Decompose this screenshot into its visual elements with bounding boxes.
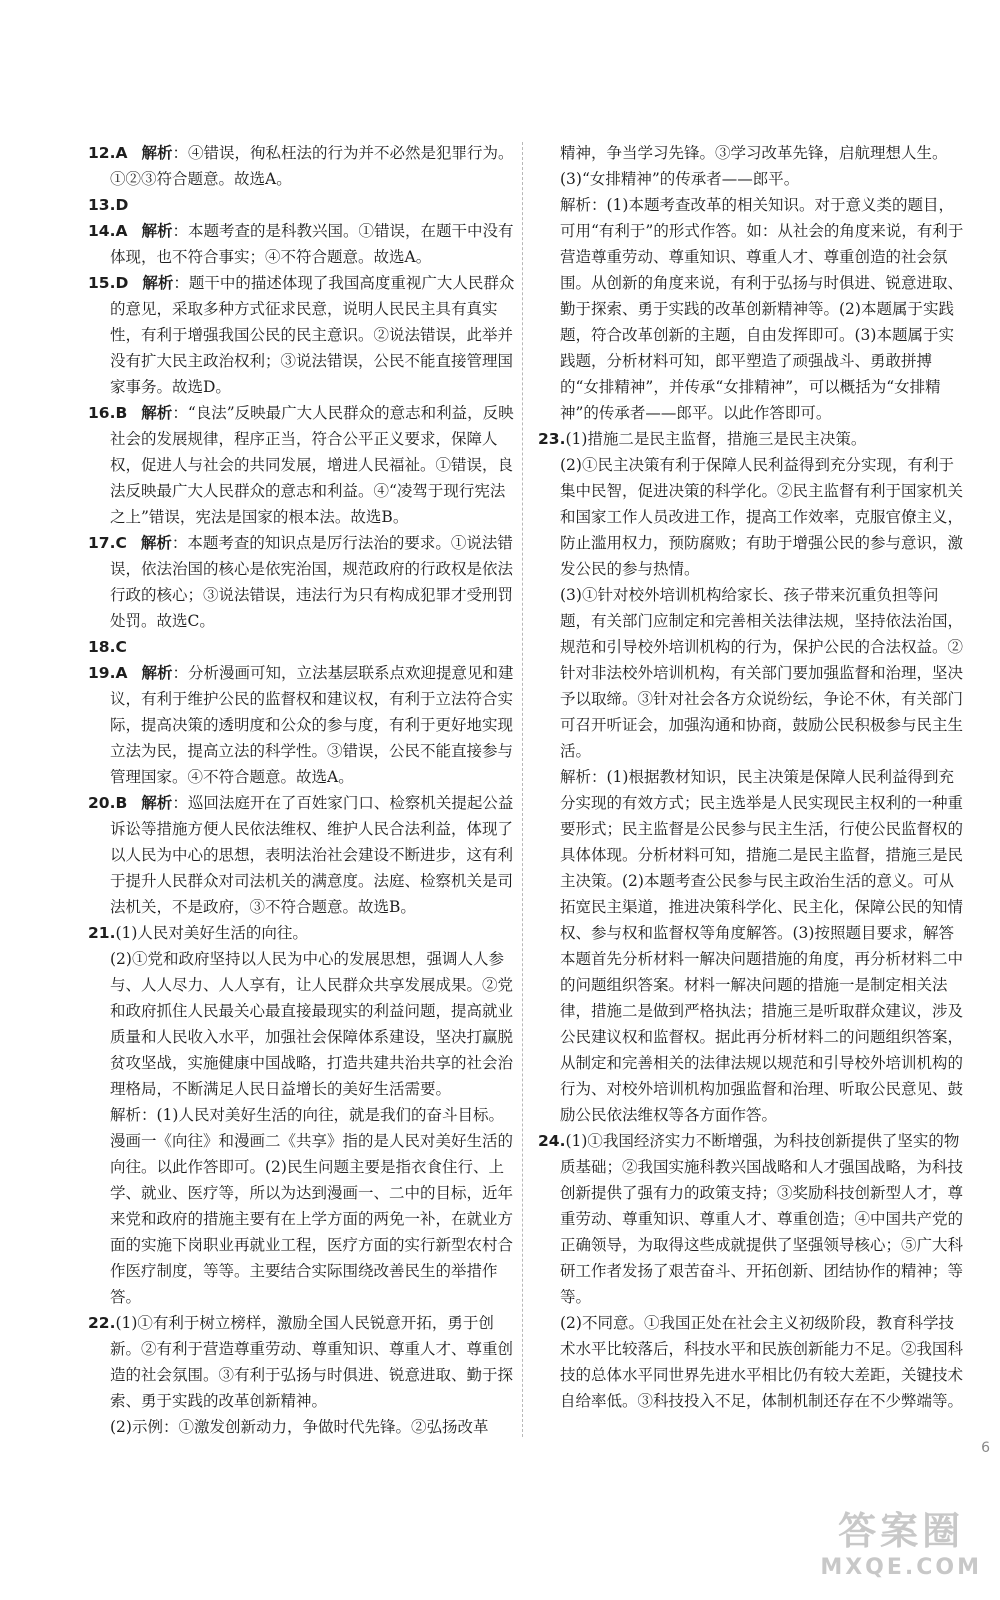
answer-text: ：题干中的描述体现了我国高度重视广大人民群众的意见，采取多种方式征求民意，说明人民民主具有真实性，有利于增强我国公民的民主意识。②说法错误，此举并没有扩大民主政治权利；③说法错误，公民不能直接管理国家事务。故选D。 <box>110 274 515 396</box>
answer-item <box>88 270 516 400</box>
question-number: 24. <box>538 1132 566 1150</box>
question-number: 20. <box>88 794 116 812</box>
question-number: 23. <box>538 430 566 448</box>
answer-item <box>88 530 516 634</box>
question-number: 14. <box>88 222 116 240</box>
answer-text: (3)“女排精神”的传承者——郎平。 <box>560 170 800 188</box>
question-number: 22. <box>88 1314 116 1332</box>
answer-choice: D <box>115 274 129 292</box>
question-number: 13. <box>88 196 116 214</box>
answer-item <box>88 400 516 530</box>
answer-text: ：④错误，徇私枉法的行为并不必然是犯罪行为。①②③符合题意。故选A。 <box>110 144 514 188</box>
answer-text: ：本题考查的是科教兴国。①错误，在题干中没有体现，也不符合事实；④不符合题意。故选A。 <box>110 222 514 266</box>
answer-text: (2)示例：①激发创新动力，争做时代先锋。②弘扬改革 <box>110 1418 489 1436</box>
answer-text: (2)不同意。①我国正处在社会主义初级阶段，教育科学技术水平比较落后，科技水平和民族创新能力不足。②我国科技的总体水平同世界先进水平相比仍有较大差距，关键技术自给率低。③科技投入不足，体制机制还存在不少弊端等。 <box>560 1314 964 1410</box>
answer-item <box>88 1310 516 1440</box>
watermark-url: MXQE.COM <box>820 1555 982 1580</box>
analysis-label: 解析 <box>141 404 173 422</box>
answer-text: (1)①我国经济实力不断增强，为科技创新提供了坚实的物质基础；②我国实施科教兴国战略和人才强国战略，为科技创新提供了强有力的政策支持；③奖励科技创新型人才，尊重劳动、尊重知识、尊重人才、尊重创造；④中国共产党的正确领导，为取得这些成就提供了坚强领导核心；⑤广大科研工作者发扬了艰苦奋斗、开拓创新、团结协作的精神；等等。 <box>560 1132 964 1306</box>
page-number: 6 <box>981 1440 990 1456</box>
answer-text: ：“良法”反映最广大人民群众的意志和利益，反映社会的发展规律，程序正当，符合公平正义要求，保障人权，促进人与社会的共同发展，增进人民福祉。①错误，良法反映最广大人民群众的意志和利益。④“凌驾于现行宪法之上”错误，宪法是国家的根本法。故选B。 <box>110 404 514 526</box>
analysis-label: 解析 <box>141 664 173 682</box>
analysis-label: 解析 <box>142 274 174 292</box>
answer-choice: B <box>115 794 128 812</box>
answer-item <box>88 660 516 790</box>
answer-choice: A <box>115 222 128 240</box>
answer-text: 解析：(1)根据教材知识，民主决策是保障人民利益得到充分实现的有效方式；民主选举是人民实现民主权利的一种重要形式；民主监督是公民参与民主生活，行使公民监督权的具体体现。分析材料可知，措施二是民主监督，措施三是民主决策。(2)本题考查公民参与民主政治生活的意义。可从拓宽民主渠道，推进决策科学化、民主化，保障公民的知情权、参与权和监督权等角度解答。(3)按照题目要求，解答本题首先分析材料一解决问题措施的角度，再分析材料二中的问题组织答案。材料一解决问题的措施一是制定相关法律，措施二是做到严格执法；措施三是听取群众建议，涉及公民建议权和监督权。据此再分析材料二的问题组织答案，从制定和完善相关的法律法规以规范和引导校外培训机构的行为、对校外培训机构加强监督和治理、听取公民意见、鼓励公民依法维权等各方面作答。 <box>560 768 964 1124</box>
analysis-label: 解析 <box>141 222 173 240</box>
answer-text: 精神，争当学习先锋。③学习改革先锋，启航理想人生。 <box>560 144 948 162</box>
answer-item <box>88 634 516 660</box>
answer-item <box>88 790 516 920</box>
answer-text: (1)人民对美好生活的向往。 <box>115 924 308 942</box>
question-number: 17. <box>88 534 116 552</box>
answer-choice: A <box>115 144 128 162</box>
answer-choice: D <box>115 196 129 214</box>
answer-text: (1)①有利于树立榜样，激励全国人民锐意开拓，勇于创新。②有利于营造尊重劳动、尊重知识、尊重人才、尊重创造的社会氛围。③有利于弘扬与时俱进、锐意进取、勤于探索、勇于实践的改革创新精神。 <box>110 1314 514 1410</box>
answer-item <box>538 1128 964 1414</box>
answer-item <box>88 192 516 218</box>
answer-text: ：分析漫画可知，立法基层联系点欢迎提意见和建议，有利于维护公民的监督权和建议权，有利于立法符合实际，提高决策的透明度和公众的参与度，有利于更好地实现立法为民，提高立法的科学性。③错误，公民不能直接参与管理国家。④不符合题意。故选A。 <box>110 664 514 786</box>
answer-item <box>88 140 516 192</box>
answer-choice: B <box>115 404 128 422</box>
analysis-label: 解析 <box>141 794 173 812</box>
answer-text: ：本题考查的知识点是厉行法治的要求。①说法错误，依法治国的核心是依宪治国，规范政府的行政权是依法行政的核心；③说法错误，违法行为只有构成犯罪才受刑罚处罚。故选C。 <box>110 534 514 630</box>
answer-text: (2)①民主决策有利于保障人民利益得到充分实现，有利于集中民智，促进决策的科学化。②民主监督有利于国家机关和国家工作人员改进工作，提高工作效率，克服官僚主义，防止滥用权力，预防腐败；有助于增强公民的参与意识，激发公民的参与热情。 <box>560 456 964 578</box>
answer-text: 解析：(1)本题考查改革的相关知识。对于意义类的题目，可用“有利于”的形式作答。如：从社会的角度来说，有利于营造尊重劳动、尊重知识、尊重人才、尊重创造的社会氛围。从创新的角度来说，有利于弘扬与时俱进、锐意进取、勤于探索、勇于实践的改革创新精神等。(2)本题属于实践题，符合改革创新的主题，自由发挥即可。(3)本题属于实践题，分析材料可知，郎平塑造了顽强战斗、勇敢拼搏的“女排精神”，并传承“女排精神”，可以概括为“女排精神”的传承者——郎平。以此作答即可。 <box>560 196 964 422</box>
question-number: 12. <box>88 144 116 162</box>
answer-text: (2)①党和政府坚持以人民为中心的发展思想，强调人人参与、人人尽力、人人享有，让人民群众共享发展成果。②党和政府抓住人民最关心最直接最现实的利益问题，提高就业质量和人民收入水平，加强社会保障体系建设，坚决打赢脱贫攻坚战，实施健康中国战略，打造共建共治共享的社会治理格局，不断满足人民日益增长的美好生活需要。 <box>110 950 514 1098</box>
answer-item <box>538 140 964 426</box>
watermark-title: 答案圈 <box>838 1509 965 1553</box>
question-number: 18. <box>88 638 116 656</box>
column-divider <box>522 142 523 1437</box>
answer-text: (1)措施二是民主监督，措施三是民主决策。 <box>565 430 867 448</box>
answer-choice: C <box>115 638 127 656</box>
right-column <box>538 140 964 1414</box>
answer-text: 解析：(1)人民对美好生活的向往，就是我们的奋斗目标。漫画一《向往》和漫画二《共享》指的是人民对美好生活的向往。以此作答即可。(2)民生问题主要是指衣食住行、上学、就业、医疗等，所以为达到漫画一、二中的目标，近年来党和政府的措施主要有在上学方面的两免一补，在就业方面的实施下岗职业再就业工程，医疗方面的实行新型农村合作医疗制度，等等。主要结合实际围绕改善民生的举措作答。 <box>110 1106 514 1306</box>
question-number: 19. <box>88 664 116 682</box>
answer-text: ：巡回法庭开在了百姓家门口、检察机关提起公益诉讼等措施方便人民依法维权、维护人民合法利益，体现了以人民为中心的思想，表明法治社会建设不断进步，这有利于提升人民群众对司法机关的满意度。法庭、检察机关是司法机关，不是政府，③不符合题意。故选B。 <box>110 794 514 916</box>
answer-item <box>538 426 964 1128</box>
answer-item <box>88 920 516 1310</box>
answer-choice: C <box>115 534 127 552</box>
question-number: 16. <box>88 404 116 422</box>
analysis-label: 解析 <box>141 144 173 162</box>
analysis-label: 解析 <box>140 534 172 552</box>
answer-item <box>88 218 516 270</box>
question-number: 21. <box>88 924 116 942</box>
question-number: 15. <box>88 274 116 292</box>
answer-choice: A <box>115 664 128 682</box>
watermark-logo <box>820 1500 982 1580</box>
left-column <box>88 140 516 1440</box>
answer-text: (3)①针对校外培训机构给家长、孩子带来沉重负担等问题，有关部门应制定和完善相关法律法规，坚持依法治国，规范和引导校外培训机构的行为，保护公民的合法权益。②针对非法校外培训机构，有关部门要加强监督和治理，坚决予以取缔。③针对社会各方众说纷纭，争论不休，有关部门可召开听证会，加强沟通和协商，鼓励公民积极参与民主生活。 <box>560 586 964 760</box>
